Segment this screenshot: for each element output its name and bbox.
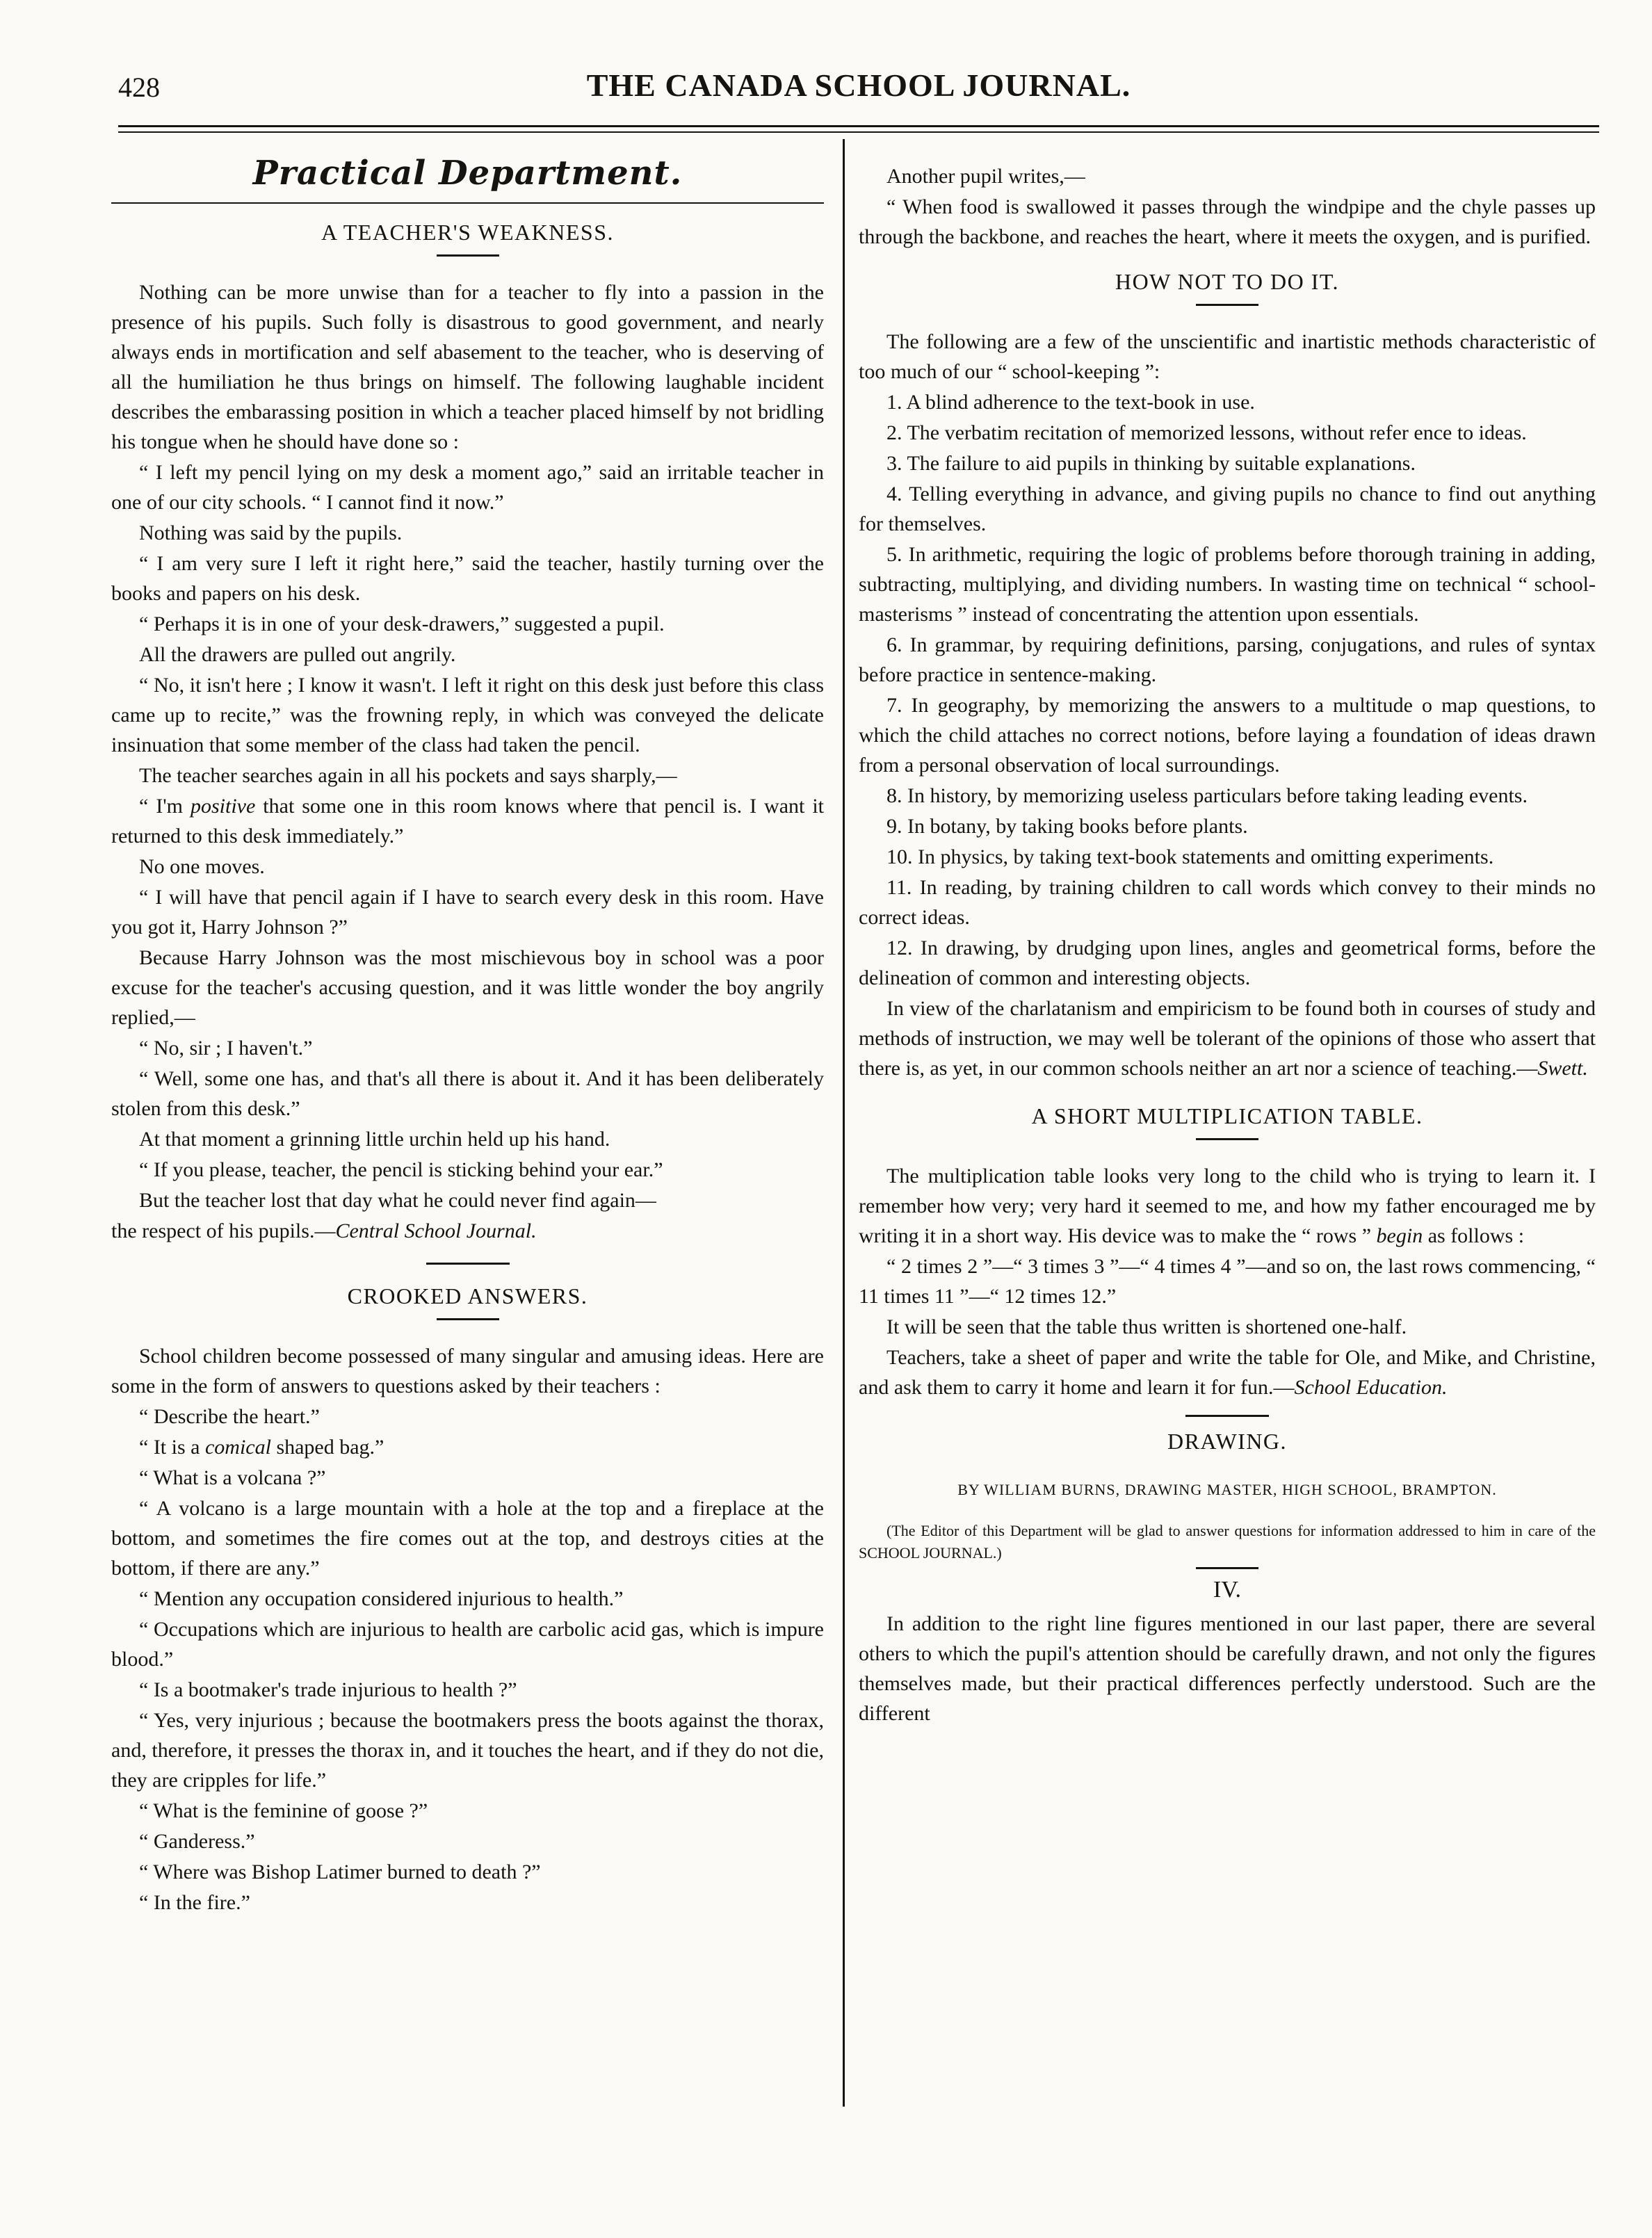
text-run: “ It is a — [139, 1436, 205, 1459]
emphasis-begin: begin — [1376, 1224, 1423, 1247]
paragraph: “ I am very sure I left it right here,” said the teacher, hastily turning over the books and papers on his desk. — [111, 552, 824, 605]
paragraph: “ When food is swallowed it passes through the windpipe and the chyle passes up through the backbone, and reaches the heart, where it meets the oxygen, and is purified. — [859, 195, 1596, 248]
left-column — [111, 154, 824, 1918]
text-run: shaped bag.” — [270, 1436, 384, 1459]
paragraph: “ I will have that pencil again if I have to search every desk in this room. Have you got it, Harry Johnson ?” — [111, 886, 824, 939]
paragraph: “ Is a bootmaker's trade injurious to health ?” — [139, 1678, 517, 1701]
paragraph: Nothing was said by the pupils. — [139, 521, 403, 544]
column-separator — [843, 139, 845, 2107]
paragraph: “ I left my pencil lying on my desk a moment ago,” said an irritable teacher in one of our city schools. “ I cannot find it now.” — [111, 461, 824, 514]
title-rule — [1196, 1138, 1258, 1140]
text-run: the respect of his pupils.— — [111, 1219, 336, 1242]
text-run: that some one in this room knows where that pencil is. I want it returned to this desk immediately.” — [111, 795, 824, 848]
right-column — [859, 161, 1596, 1729]
byline: BY WILLIAM BURNS, DRAWING MASTER, HIGH SCHOOL, BRAMPTON. — [957, 1481, 1497, 1498]
list-item: 9. In botany, by taking books before plants. — [886, 815, 1248, 838]
paragraph: “ Well, some one has, and that's all there is about it. And it has been deliberately stolen from this desk.” — [111, 1067, 824, 1120]
paragraph: “ What is a volcana ?” — [139, 1466, 326, 1489]
article-title-drawing: DRAWING. — [1167, 1429, 1288, 1454]
paragraph: Another pupil writes,— — [886, 165, 1085, 188]
paragraph: Because Harry Johnson was the most mischievous boy in school was a poor excuse for the teacher's accusing question, and it was little wonder the boy angrily replied,— — [111, 946, 824, 1029]
paragraph: “ No, sir ; I haven't.” — [139, 1037, 313, 1060]
article-title-multiplication-table: A SHORT MULTIPLICATION TABLE. — [1031, 1103, 1423, 1128]
paragraph: “ If you please, teacher, the pencil is sticking behind your ear.” — [139, 1158, 663, 1181]
list-item: 12. In drawing, by drudging upon lines, angles and geometrical forms, before the delineation of common and interesting objects. — [859, 936, 1596, 989]
source-citation: School Education. — [1294, 1376, 1448, 1399]
paragraph — [111, 1216, 824, 1246]
title-rule — [1196, 1567, 1258, 1569]
paragraph — [111, 791, 824, 851]
emphasis-comical: comical — [204, 1436, 271, 1459]
list-item: 11. In reading, by training children to call words which convey to their minds no correct ideas. — [859, 876, 1596, 929]
page-header — [118, 67, 1599, 108]
emphasis-positive: positive — [191, 795, 256, 818]
list-item: 6. In grammar, by requiring definitions, parsing, conjugations, and rules of syntax before practice in sentence-making. — [859, 633, 1596, 686]
paragraph — [859, 994, 1596, 1083]
text-run: Teachers, take a sheet of paper and write the table for Ole, and Mike, and Christine, and ask them to carry it home and learn it for fun.— — [859, 1346, 1596, 1399]
paragraph: “ A volcano is a large mountain with a hole at the top and a fireplace at the bottom, and sometimes the fire comes out at the top, and destroys cities at the bottom, if there are any.” — [111, 1497, 824, 1580]
list-item: 2. The verbatim recitation of memorized lessons, without refer ence to ideas. — [886, 421, 1527, 444]
paragraph: But the teacher lost that day what he could never find again— — [139, 1189, 656, 1212]
department-rule — [111, 202, 824, 204]
paragraph: The following are a few of the unscientific and inartistic methods characteristic of too much of our “ school-keeping ”: — [859, 330, 1596, 383]
list-item: 8. In history, by memorizing useless particulars before taking leading events. — [886, 784, 1528, 807]
list-item: 10. In physics, by taking text-book statements and omitting experiments. — [886, 845, 1494, 868]
paragraph: “ Perhaps it is in one of your desk-drawers,” suggested a pupil. — [139, 613, 665, 635]
paragraph: “ Mention any occupation considered injurious to health.” — [139, 1587, 624, 1610]
paragraph: “ Yes, very injurious ; because the bootmakers press the boots against the thorax, and, therefore, it presses the thorax in, and it touches the heart, and if they do not die, they are cripples for life.” — [111, 1709, 824, 1792]
page-number: 428 — [118, 72, 160, 103]
article-title-teachers-weakness: A TEACHER'S WEAKNESS. — [321, 220, 614, 245]
title-rule — [437, 1318, 499, 1320]
paragraph: “ Ganderess.” — [139, 1830, 255, 1853]
paragraph: “ What is the feminine of goose ?” — [139, 1799, 428, 1822]
paragraph: It will be seen that the table thus written is shortened one-half. — [886, 1315, 1407, 1338]
paragraph: “ Describe the heart.” — [139, 1405, 320, 1428]
source-citation: Central School Journal. — [335, 1219, 537, 1242]
list-item: 3. The failure to aid pupils in thinking by suitable explanations. — [886, 452, 1416, 475]
paragraph: School children become possessed of many singular and amusing ideas. Here are some in the form of answers to questions asked by their teachers : — [111, 1345, 824, 1397]
list-item: 5. In arithmetic, requiring the logic of problems before thorough training in adding, subtracting, multiplying, and dividing numbers. In wasting time on technical “ school-masterisms ” instead of concentrating the attention upon essentials. — [859, 543, 1596, 626]
article-title-how-not-to-do-it: HOW NOT TO DO IT. — [1115, 269, 1340, 294]
list-item: 7. In geography, by memorizing the answers to a multitude o map questions, to which the child attaches no correct notions, before laying a foundation of ideas drawn from a personal observation of local surroundings. — [859, 694, 1596, 777]
section-numeral: IV. — [1213, 1577, 1241, 1603]
title-rule — [1196, 304, 1258, 306]
source-citation: Swett. — [1537, 1057, 1588, 1080]
department-heading: Practical Department. — [252, 154, 683, 193]
paragraph: “ 2 times 2 ”—“ 3 times 3 ”—“ 4 times 4 ”—and so on, the last rows commencing, “ 11 times 11 ”—“ 12 times 12.” — [859, 1255, 1596, 1308]
paragraph: All the drawers are pulled out angrily. — [139, 643, 456, 666]
text-run: In view of the charlatanism and empiricism to be found both in courses of study and methods of instruction, we may well be tolerant of the opinions of those who assert that there is, as yet, in our common schools neither an art nor a science of teaching.— — [859, 997, 1596, 1080]
paragraph: “ No, it isn't here ; I know it wasn't. I left it right on this desk just before this class came up to recite,” was the frowning reply, in which was conveyed the delicate insinuation that some member of the class had taken the pencil. — [111, 674, 824, 756]
header-rule-top — [118, 125, 1599, 127]
paragraph — [111, 1432, 824, 1462]
paragraph: In addition to the right line figures mentioned in our last paper, there are several others to which the pupil's attention should be carefully drawn, and not only the figures themselves made, but their practical differences perfectly understood. Such are the different — [859, 1612, 1596, 1725]
section-divider — [426, 1263, 510, 1265]
paragraph: At that moment a grinning little urchin held up his hand. — [139, 1128, 610, 1151]
editor-note: (The Editor of this Department will be glad to answer questions for information addressed to him in care of the SCHOOL JOURNAL.) — [859, 1522, 1596, 1562]
text-run: “ I'm — [139, 795, 191, 818]
list-item: 1. A blind adherence to the text-book in use. — [886, 391, 1255, 414]
paragraph: “ In the fire.” — [139, 1891, 250, 1914]
journal-title: THE CANADA SCHOOL JOURNAL. — [586, 67, 1131, 103]
paragraph: Nothing can be more unwise than for a teacher to fly into a passion in the presence of his pupils. Such folly is disastrous to good government, and nearly always ends in mortification and self abasement to the teacher, who is deserving of all the humiliation he thus brings on himself. The following laughable incident describes the embarassing position in which a teacher placed himself by not bridling his tongue when he should have done so : — [111, 281, 824, 453]
paragraph — [859, 1161, 1596, 1251]
text-run: The multiplication table looks very long to the child who is trying to learn it. I remember how very; very hard it seemed to me, and how my father encouraged me by writing it in a short way. His device was to make the “ rows ” — [859, 1165, 1596, 1247]
paragraph — [859, 1343, 1596, 1402]
header-rule-bottom — [118, 131, 1599, 133]
article-title-crooked-answers: CROOKED ANSWERS. — [347, 1283, 588, 1308]
section-divider — [1185, 1415, 1269, 1417]
paragraph: The teacher searches again in all his pockets and says sharply,— — [139, 764, 677, 787]
title-rule — [437, 254, 499, 257]
paragraph: No one moves. — [139, 855, 265, 878]
paragraph: “ Where was Bishop Latimer burned to death ?” — [139, 1860, 541, 1883]
list-item: 4. Telling everything in advance, and giving pupils no chance to find out anything for themselves. — [859, 483, 1596, 535]
paragraph: “ Occupations which are injurious to health are carbolic acid gas, which is impure blood.” — [111, 1618, 824, 1671]
text-run: as follows : — [1423, 1224, 1525, 1247]
